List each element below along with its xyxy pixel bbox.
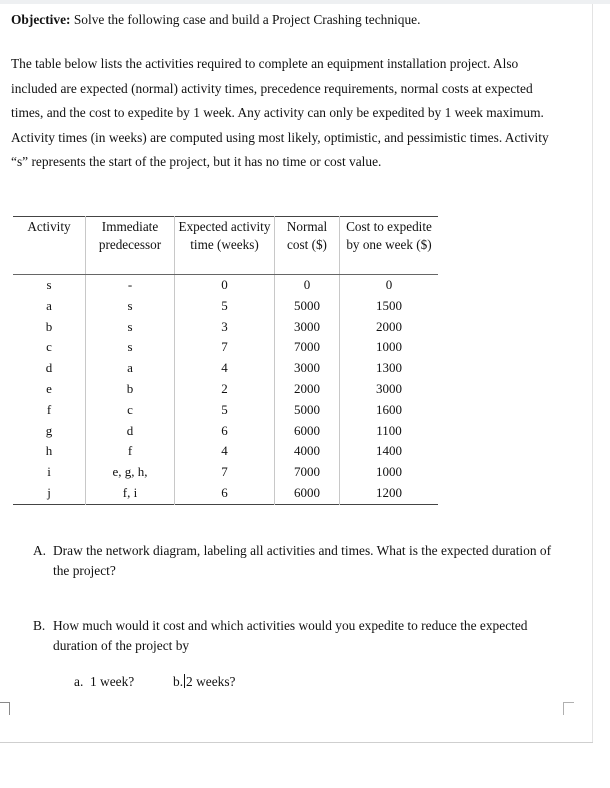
cell-expedite-cost: 1000 [340,337,439,358]
header-activity: Activity [13,217,86,275]
cell-normal-cost: 0 [275,275,340,296]
cell-activity: j [47,484,51,500]
cell-expedite-cost: 1400 [340,441,439,462]
cell-activity: e [46,380,52,396]
header-expected-time: Expected activity time (weeks) [175,217,275,275]
activity-table [13,216,438,505]
cell-expedite-cost: 1000 [340,462,439,483]
cell-expedite-cost: 1500 [340,296,439,317]
cell-expected-time: 6 [175,483,275,504]
sub-question-a [74,674,134,690]
cell-predecessor: e, g, h, [86,462,175,483]
table-row [13,441,438,462]
sub-question-b-text: 2 weeks? [186,674,236,689]
cell-expedite-cost: 1100 [340,421,439,442]
table-row [13,317,438,338]
cell-expected-time: 6 [175,421,275,442]
cell-predecessor: f, i [86,483,175,504]
header-expedite-cost: Cost to expedite by one week ($) [340,217,439,275]
cell-expected-time: 4 [175,441,275,462]
cell-expedite-cost: 2000 [340,317,439,338]
text-cursor [184,674,185,688]
page-break-line [0,742,593,743]
cell-normal-cost: 5000 [275,296,340,317]
header-normal-cost: Normal cost ($) [275,217,340,275]
cell-expected-time: 5 [175,296,275,317]
cell-expected-time: 5 [175,400,275,421]
question-b-text: How much would it cost and which activities would you expedite to reduce the expected duration of the project by [53,618,528,653]
sub-question-a-label: a. [74,674,84,689]
cell-expected-time: 4 [175,358,275,379]
cell-expedite-cost: 1200 [340,483,439,504]
question-b [33,616,573,655]
cell-normal-cost: 4000 [275,441,340,462]
cell-normal-cost: 3000 [275,317,340,338]
cell-predecessor: f [86,441,175,462]
cell-activity: b [45,318,53,334]
objective-line [11,12,420,28]
cell-activity: h [45,443,53,459]
cell-predecessor: s [86,317,175,338]
table-row [13,483,438,504]
cell-expected-time: 7 [175,337,275,358]
sub-question-a-text: 1 week? [90,674,135,689]
table-row [13,462,438,483]
cell-normal-cost: 7000 [275,462,340,483]
sub-question-b [173,674,236,690]
table-row [13,296,438,317]
cell-normal-cost: 6000 [275,421,340,442]
cell-expected-time: 7 [175,462,275,483]
cell-activity: d [45,360,53,376]
cell-activity: i [47,464,51,480]
cell-activity: g [45,422,53,438]
page-corner-marker-right [563,702,574,715]
table-row [13,275,438,296]
table-row [13,337,438,358]
cell-predecessor: s [86,337,175,358]
sub-question-b-label: b. [173,674,184,689]
cell-normal-cost: 3000 [275,358,340,379]
cell-expedite-cost: 3000 [340,379,439,400]
intro-paragraph: The table below lists the activities required to complete an equipment installation project. Also included are expected (normal) activity times, precedence requirements, normal costs at expected times, and the cost to expedite by 1 week. Any activity can only be expedited by 1 week maximum. Activity times (in weeks) are computed using most likely, optimistic, and pessimistic times. Activity “s” represents the start of the project, but it has no time or cost value. [11,56,549,170]
question-a-text: Draw the network diagram, labeling all activities and times. What is the expected duration of the project? [53,543,552,578]
top-bar [0,0,610,4]
cell-expedite-cost: 0 [340,275,439,296]
page-corner-marker-left [0,702,10,715]
cell-predecessor: - [86,275,175,296]
table-row [13,421,438,442]
cell-expected-time: 2 [175,379,275,400]
cell-activity: c [46,339,52,355]
cell-normal-cost: 7000 [275,337,340,358]
cell-predecessor: b [86,379,175,400]
table-row [13,379,438,400]
objective-label: Objective: [11,12,71,27]
cell-expedite-cost: 1300 [340,358,439,379]
cell-normal-cost: 6000 [275,483,340,504]
question-b-label: B. [33,618,46,633]
cell-activity: a [46,297,52,313]
header-predecessor: Immediate predecessor [86,217,175,275]
question-a [33,541,553,580]
cell-expected-time: 3 [175,317,275,338]
cell-predecessor: d [86,421,175,442]
cell-predecessor: c [86,400,175,421]
cell-normal-cost: 5000 [275,400,340,421]
question-a-label: A. [33,543,47,558]
table-header-row [13,217,438,275]
cell-normal-cost: 2000 [275,379,340,400]
objective-text: Solve the following case and build a Project Crashing technique. [70,12,421,27]
cell-activity: f [46,401,52,417]
cell-predecessor: s [86,296,175,317]
table-row [13,358,438,379]
table-row [13,400,438,421]
cell-activity: s [46,277,52,292]
page-edge [592,4,593,742]
cell-predecessor: a [86,358,175,379]
cell-expedite-cost: 1600 [340,400,439,421]
cell-expected-time: 0 [175,275,275,296]
